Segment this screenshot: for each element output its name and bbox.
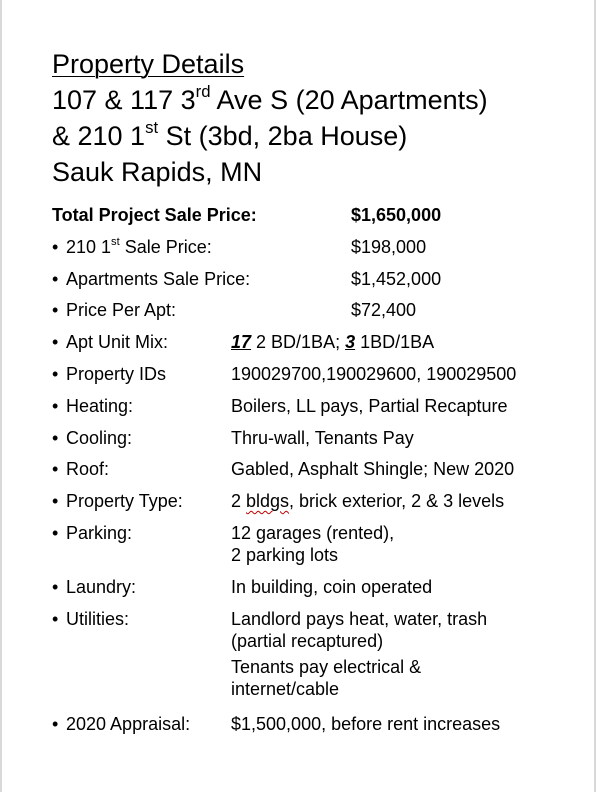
details-list [52,204,582,745]
parking-label: Parking: [66,522,133,543]
bullet: • [52,713,59,734]
document-body [52,46,582,745]
property-ids-value: 190029700,190029600, 190029500 [231,363,517,384]
sale-210-value: $198,000 [351,236,427,257]
spellcheck-flagged-word: bldgs [246,491,290,512]
bullet: • [52,608,59,629]
price-per-apt-row [52,299,582,331]
title-address-line-1: 107 & 117 3rd Ave S (20 Apartments) [52,82,488,115]
apartments-price-row [52,268,582,300]
bullet: • [52,427,59,448]
price-per-apt-value: $72,400 [351,300,417,321]
cooling-row [52,427,582,459]
bullet: • [52,268,59,289]
parking-row [52,522,582,576]
cooling-value: Thru-wall, Tenants Pay [231,427,414,448]
unit-mix-label: Apt Unit Mix: [66,332,169,353]
apartments-price-value: $1,452,000 [351,268,442,289]
price-per-apt-label: Price Per Apt: [66,300,177,321]
heating-label: Heating: [66,395,134,416]
parking-value: 12 garages (rented), 2 parking lots [231,522,395,565]
bullet: • [52,363,59,384]
appraisal-row [52,713,582,745]
roof-label: Roof: [66,459,110,480]
title-city: Sauk Rapids, MN [52,157,263,187]
bullet: • [52,459,59,480]
page-title [52,46,582,190]
utilities-value: Landlord pays heat, water, trash (partial recaptured) Tenants pay electrical & internet/cable [231,608,488,699]
utilities-label: Utilities: [66,608,130,629]
unit-mix-row [52,331,582,363]
apartments-price-label: Apartments Sale Price: [66,268,251,289]
bullet: • [52,236,59,257]
laundry-row [52,576,582,608]
property-ids-label: Property IDs [66,363,167,384]
bullet: • [52,576,59,597]
appraisal-label: 2020 Appraisal: [66,713,191,734]
property-type-value: 2 bldgs, brick exterior, 2 & 3 levels [231,491,505,512]
sale-210-row [52,236,582,268]
total-price-row [52,204,582,236]
bullet: • [52,395,59,416]
appraisal-value: $1,500,000, before rent increases [231,713,501,734]
property-type-row [52,490,582,522]
bullet: • [52,300,59,321]
heating-row [52,395,582,427]
property-type-label: Property Type: [66,491,183,512]
cooling-label: Cooling: [66,427,133,448]
laundry-label: Laundry: [66,576,137,597]
roof-value: Gabled, Asphalt Shingle; New 2020 [231,459,515,480]
title-heading: Property Details [52,49,245,79]
heating-value: Boilers, LL pays, Partial Recapture [231,395,508,416]
total-price-label: Total Project Sale Price: [52,205,257,225]
page-edge-left [0,0,2,792]
bullet: • [52,491,59,512]
sale-210-label: 210 1st Sale Price: [66,235,212,257]
title-address-line-2: & 210 1st St (3bd, 2ba House) [52,118,408,151]
utilities-row [52,608,582,713]
laundry-value: In building, coin operated [231,576,433,597]
bullet: • [52,522,59,543]
total-price-value: $1,650,000 [351,205,442,225]
unit-mix-value: 17 2 BD/1BA; 3 1BD/1BA [231,332,435,353]
property-ids-row [52,363,582,395]
roof-row [52,458,582,490]
bullet: • [52,332,59,353]
